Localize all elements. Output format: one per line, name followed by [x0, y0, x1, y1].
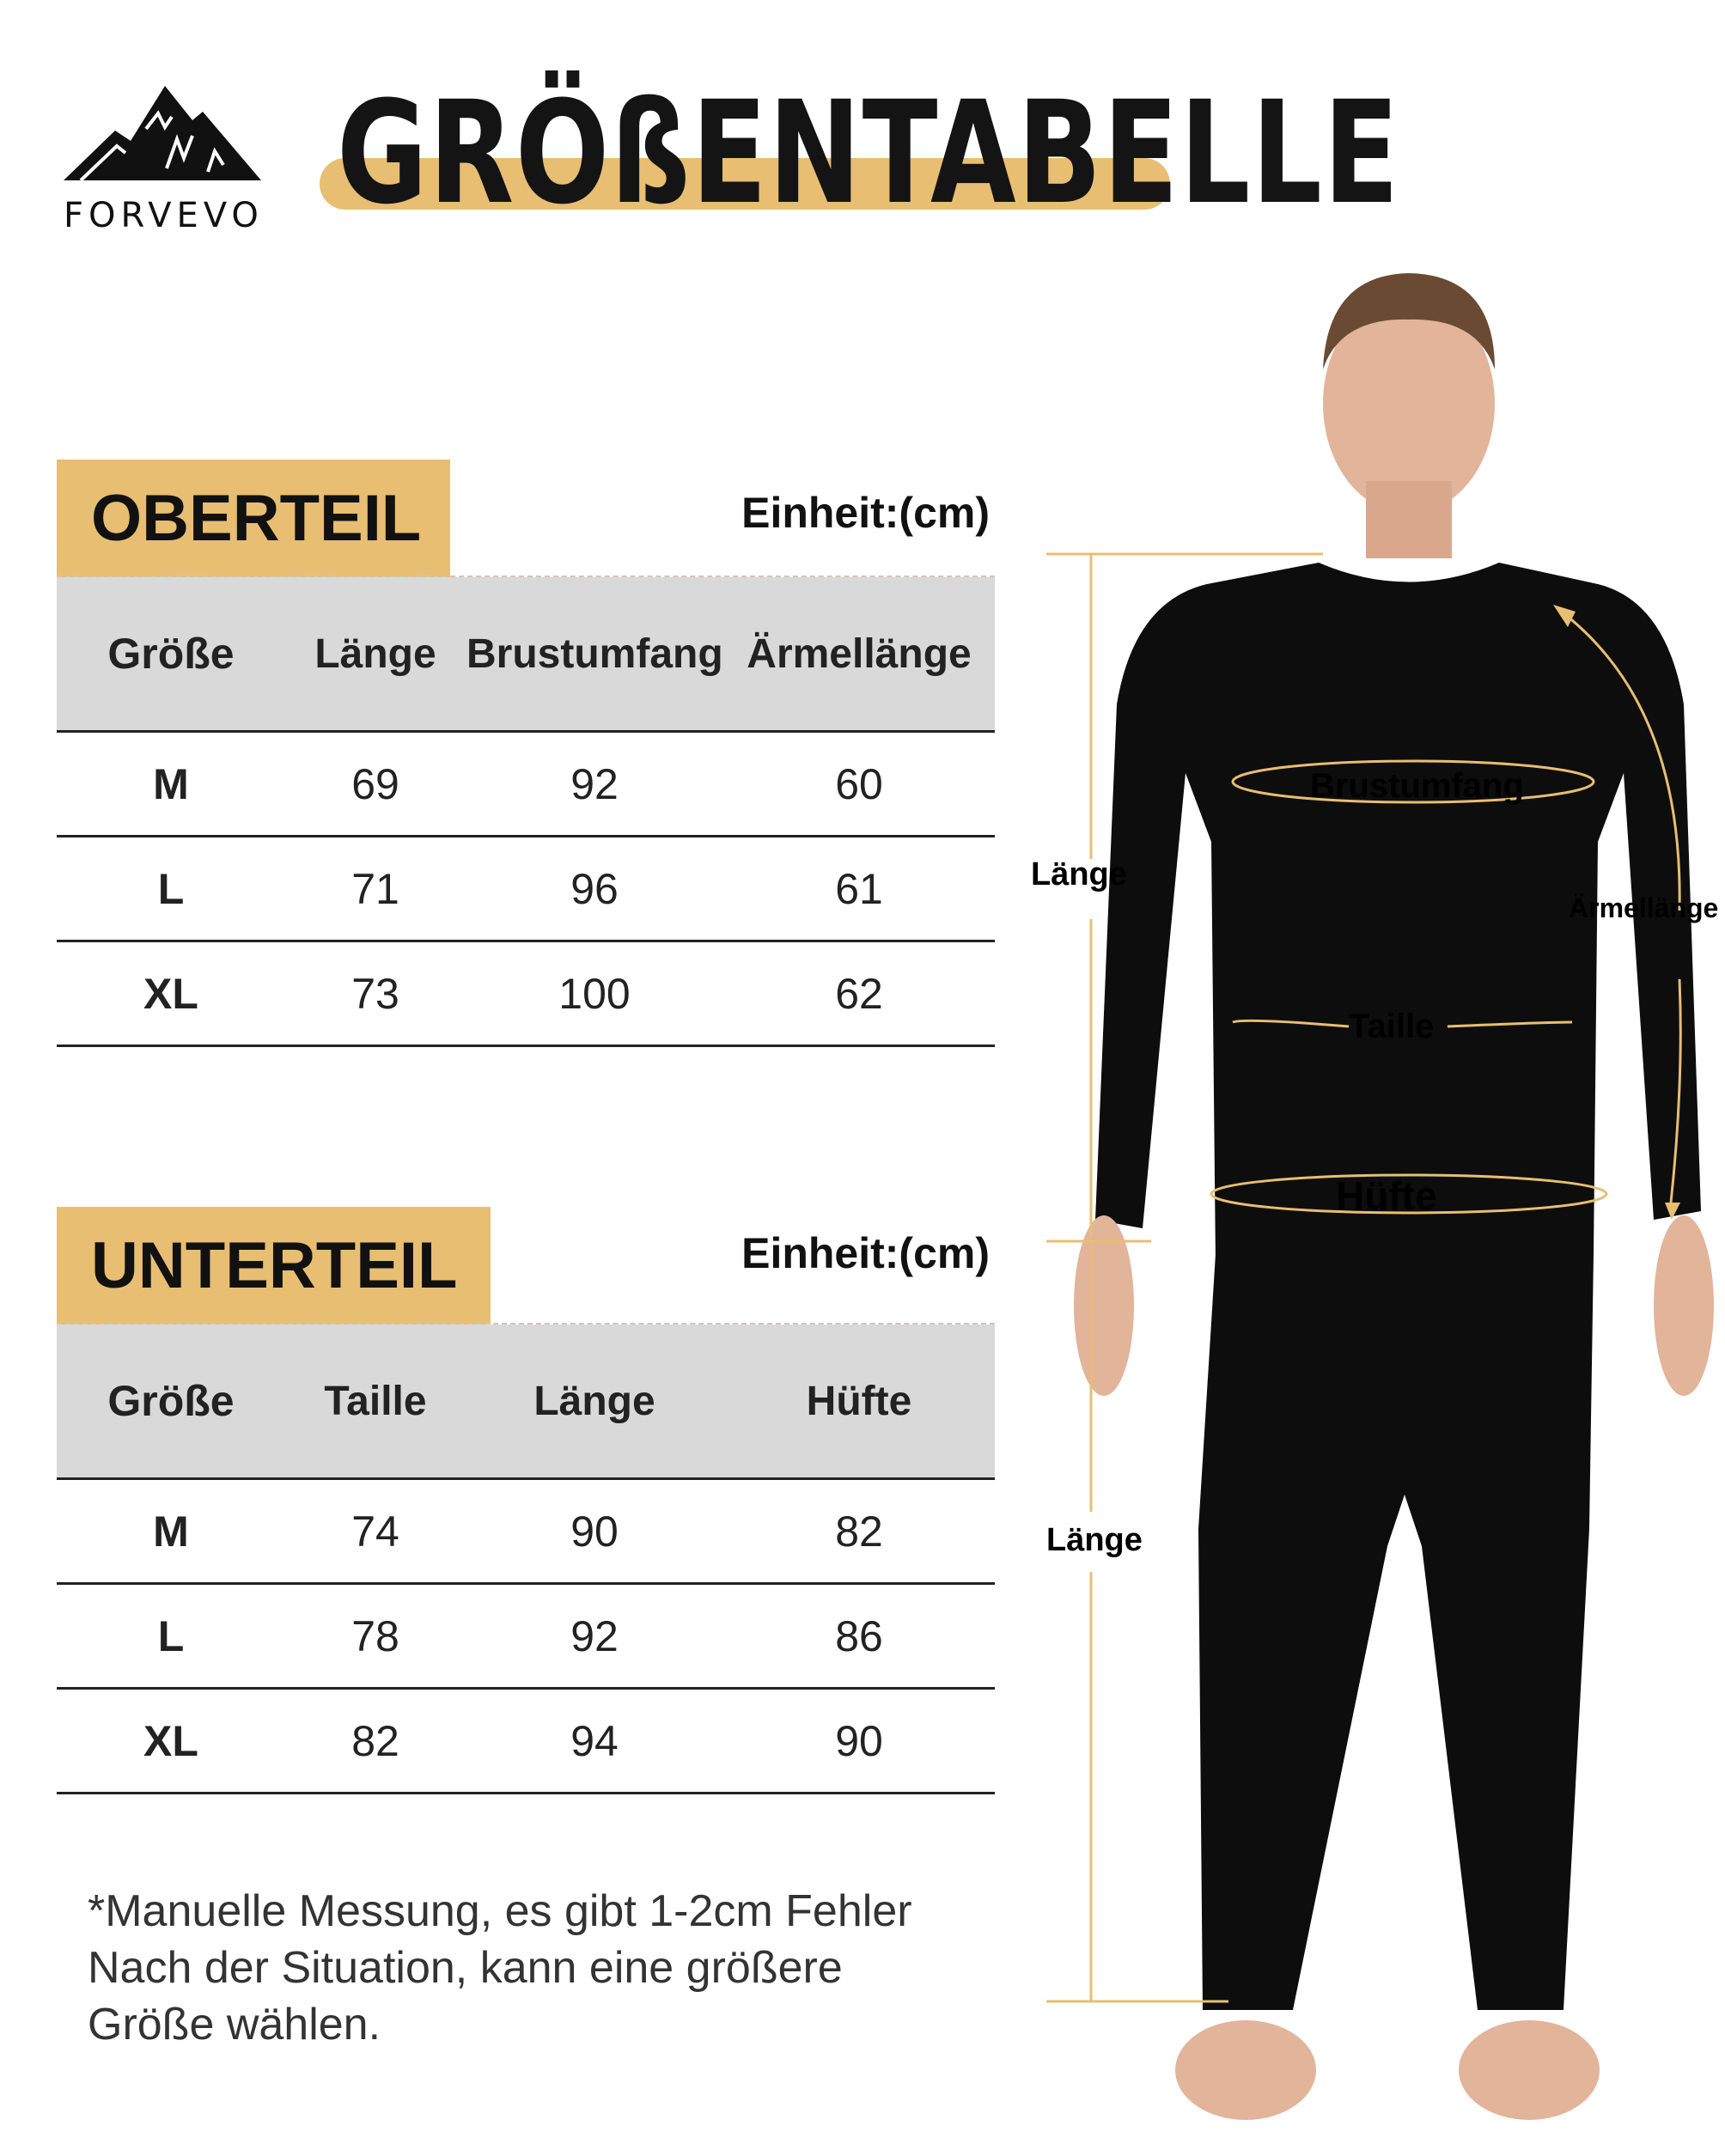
- model-leggings: [1198, 1254, 1594, 2010]
- figure-label-bottom-length: Länge: [1046, 1522, 1143, 1558]
- value-cell: 78: [285, 1584, 466, 1689]
- table-row: [57, 732, 995, 837]
- figure-label-top-length: Länge: [1031, 856, 1127, 892]
- figure-label-hip: Hüfte: [1336, 1173, 1437, 1218]
- value-cell: 86: [723, 1584, 995, 1689]
- figure-label-sleeve: Ärmellänge: [1569, 892, 1719, 923]
- size-cell: L: [57, 1584, 285, 1689]
- column-header: Hüfte: [723, 1325, 995, 1479]
- table-row: [57, 1584, 995, 1689]
- value-cell: 90: [723, 1689, 995, 1794]
- model-head: [1323, 273, 1495, 558]
- value-cell: 92: [466, 732, 723, 837]
- size-cell: M: [57, 1479, 285, 1584]
- value-cell: 94: [466, 1689, 723, 1794]
- brand-name: FORVEVO: [64, 196, 264, 235]
- figure-label-chest: Brustumfang: [1310, 767, 1524, 805]
- unit-label-oberteil: Einheit:(cm): [741, 489, 990, 537]
- model-measurement-figure: [1031, 223, 1725, 2156]
- table-row: [57, 1689, 995, 1794]
- value-cell: 69: [285, 732, 466, 837]
- table-row: [57, 941, 995, 1046]
- column-header: Taille: [285, 1325, 466, 1479]
- value-cell: 62: [723, 941, 995, 1046]
- size-table-oberteil: [57, 577, 995, 1047]
- mountain-logo-icon: [64, 79, 261, 191]
- column-header: Länge: [285, 577, 466, 732]
- page-title: GRÖßENTABELLE: [337, 70, 1400, 235]
- value-cell: 74: [285, 1479, 466, 1584]
- note-line: *Manuelle Messung, es gibt 1-2cm Fehler: [88, 1886, 912, 1936]
- size-cell: XL: [57, 941, 285, 1046]
- column-header: Ärmellänge: [723, 577, 995, 732]
- column-header: Brustumfang: [466, 577, 723, 732]
- note-line: Nach der Situation, kann eine größere: [88, 1943, 843, 1993]
- value-cell: 92: [466, 1584, 723, 1689]
- table-header-row: [57, 577, 995, 732]
- size-cell: M: [57, 732, 285, 837]
- value-cell: 61: [723, 837, 995, 941]
- size-cell: L: [57, 837, 285, 941]
- measurement-note: [88, 1883, 1015, 2053]
- value-cell: 73: [285, 941, 466, 1046]
- section-tag-oberteil: OBERTEIL: [57, 460, 450, 577]
- value-cell: 71: [285, 837, 466, 941]
- size-table-unterteil: [57, 1325, 995, 1794]
- table-header-row: [57, 1325, 995, 1479]
- unit-label-unterteil: Einheit:(cm): [741, 1229, 990, 1277]
- value-cell: 60: [723, 732, 995, 837]
- value-cell: 100: [466, 941, 723, 1046]
- model-foot-left: [1175, 2020, 1316, 2120]
- value-cell: 90: [466, 1479, 723, 1584]
- size-cell: XL: [57, 1689, 285, 1794]
- figure-label-waist: Taille: [1349, 1008, 1435, 1045]
- column-header: Größe: [57, 1325, 285, 1479]
- section-tag-unterteil: UNTERTEIL: [57, 1207, 491, 1325]
- column-header: Größe: [57, 577, 285, 732]
- table-row: [57, 1479, 995, 1584]
- value-cell: 82: [285, 1689, 466, 1794]
- model-hand-right: [1654, 1215, 1714, 1396]
- column-header: Länge: [466, 1325, 723, 1479]
- table-row: [57, 837, 995, 941]
- model-foot-right: [1459, 2020, 1600, 2120]
- value-cell: 96: [466, 837, 723, 941]
- note-line: Größe wählen.: [88, 2000, 381, 2049]
- value-cell: 82: [723, 1479, 995, 1584]
